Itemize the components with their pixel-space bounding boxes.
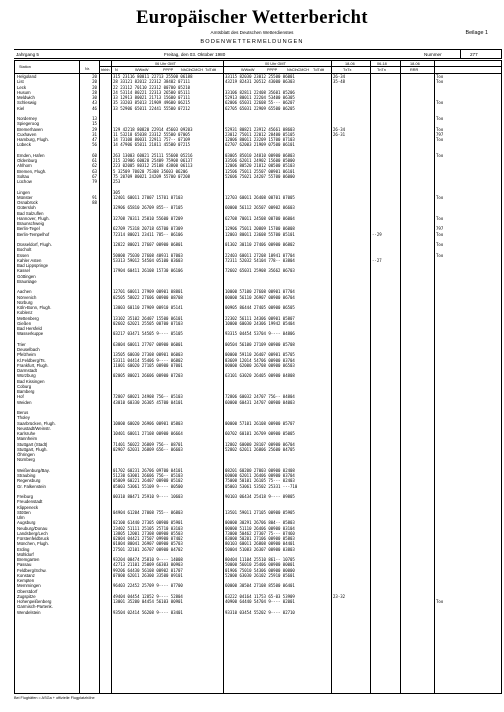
cell-d1: 93504 02414 56208 9---- 03401 [113, 609, 183, 615]
cell-st: Leck [17, 84, 27, 90]
cell-st: Nörvenich [17, 294, 37, 300]
cell-st: Gr. Falkenstein [17, 483, 46, 489]
cell-nr: 20 [92, 74, 97, 79]
sub-n: N [115, 68, 118, 72]
footnote: Bei Flughäfen = ASGa + offizielle Flugplatzhöhe [14, 696, 95, 700]
cell-st: Hamburg, Flugh. [17, 137, 50, 142]
cell-w: 23-32 [333, 593, 346, 599]
cell-st: Lüchow [17, 179, 32, 184]
cell-d1: 93204 08474 25810 9---- 14008 [113, 557, 183, 562]
cell-d2: 33506 62011 24902 15600 05000 [225, 158, 295, 163]
cell-d1: 11001 60020 27105 00900 07001 [113, 362, 183, 368]
col-c1: 18-06 [345, 61, 355, 66]
cell-d1: 72807 68021 24908 756-- 05103 [113, 394, 183, 400]
cell-d2: 52931 80821 23912 45661 08603 [225, 126, 295, 132]
cell-d2: 33115 82030 23012 25500 06001 [225, 74, 295, 79]
cell-st: Gütersloh [17, 205, 36, 211]
weather-table [14, 60, 502, 694]
cell-st: Meldwich [17, 95, 35, 100]
col-c3: 18-06 [410, 61, 420, 66]
cell-d2: 43219 82431 20512 43000 06303 [225, 79, 295, 85]
cell-d1: 32906 65810 26709 855-- 07105 [113, 205, 183, 211]
cell-d2: 00000 56110 26907 00900 06704 [225, 294, 295, 300]
cell-d2: 60000 30504 27108 85500 06401 [225, 583, 295, 589]
cell-st: Bad Hersfeld [17, 326, 42, 331]
cell-d1: 75 20709 80021 24209 55700 07208 [113, 173, 191, 179]
cell-d1: 10000 60020 26906 00901 05803 [113, 420, 183, 426]
cell-st: Hof [17, 394, 24, 400]
cell-d2: 72806 60032 24707 756-- 04804 [225, 394, 295, 400]
cell-d2: 93315 04454 53704 9---- 04806 [225, 331, 295, 337]
cell-d2: 12506 75011 25507 00901 06101 [225, 168, 295, 174]
cell-st: Straubing [17, 473, 36, 478]
cell-st: Würzburg [17, 373, 36, 379]
subtitle: Amtsblatt des Deutschen Wetterdienstes [210, 30, 294, 35]
cell-d1: 49404 04454 12852 9---- 52804 [113, 593, 183, 599]
cell-d1: 02004 04421 27507 09900 07402 [113, 536, 183, 541]
cell-st: Spiegeroog [17, 121, 39, 127]
cell-ex: --27 [372, 257, 382, 263]
cell-st: Freiburg [17, 494, 34, 499]
sub-pp2: PPPP [267, 68, 278, 72]
cell-d1: 14 47906 65011 21811 45500 07215 [113, 142, 191, 148]
cell-st: Augsburg [17, 520, 36, 526]
cell-d1: 5 32509 70020 75308 35603 06206 [113, 168, 188, 174]
cell-d1: 05003 53061 55109 9---- 00500 [113, 483, 183, 489]
cell-st: Wasserkuppe [17, 331, 44, 337]
cell-d1: 51230 63001 26606 756-- 05103 [113, 473, 183, 478]
info-bar [14, 49, 502, 59]
cell-d1: 99206 64430 56108 00902 01707 [113, 567, 183, 573]
cell-st: Nürburg [17, 299, 33, 305]
cell-d1: 28 33121 82012 22312 38402 07111 [113, 79, 191, 85]
cell-d2: 13501 59011 27105 00900 05905 [225, 509, 295, 515]
cell-d2: 00000 57101 26108 00900 05707 [225, 420, 295, 426]
cell-d2: 01906 75010 54306 00900 00000 [225, 567, 295, 573]
cell-rb: Too [436, 215, 444, 221]
cell-nr: 60 [92, 152, 97, 158]
cell-d1: 17904 60411 26108 15730 06106 [113, 268, 183, 274]
cell-w: 26-34 [333, 126, 346, 132]
cell-d1: 315 23116 80011 22713 25500 06188 [113, 74, 193, 79]
cell-nr: 46 [92, 105, 97, 111]
cell-w: 35-48 [333, 79, 346, 85]
cell-nr: 28 [92, 89, 97, 95]
cell-st: Ahlhorn [17, 163, 32, 169]
cell-d2: 12006 80011 23209 15700 07103 [225, 137, 295, 142]
cell-d1: 263 13003 60021 25111 55600 05216 [113, 152, 193, 158]
cell-d1: 12701 60011 27909 00901 08801 [113, 289, 183, 295]
cell-d1: 12822 80021 27607 00900 06801 [113, 242, 183, 247]
cell-st: Göttingen [17, 273, 36, 279]
cell-d2: 12006 80520 21812 00500 05103 [225, 163, 295, 169]
cell-nr: 88 [92, 200, 97, 205]
cell-st: Osnabrück [17, 200, 38, 205]
cell-d1: 223 02005 80312 25108 43800 06113 [113, 163, 193, 169]
cell-st: Hannover, Flugh. [17, 215, 50, 221]
cell-d2: 23012 75011 22012 28400 05105 [225, 131, 295, 137]
cell-st: Nürnberg [17, 457, 35, 463]
cell-d1: 04904 61204 27008 755-- 06803 [113, 509, 183, 515]
cell-d2: 05003 53061 53502 25331 ---710 [225, 483, 298, 489]
cell-st: Konstanz [17, 572, 35, 578]
cell-nr: 20 [92, 79, 97, 85]
cell-st: Oberstdorf [17, 588, 38, 594]
cell-st: Koblenz [17, 310, 33, 316]
cell-st: Norderney [17, 116, 38, 121]
cell-d2: 83000 50201 27106 00900 05803 [225, 536, 295, 541]
cell-d2: 60702 60101 26709 00900 05005 [225, 431, 295, 436]
cell-st: Stuttgart, Flugh. [17, 446, 48, 452]
cell-d1: 13805 12001 27308 00900 05503 [113, 530, 183, 536]
cell-st: Aachen [17, 289, 32, 295]
cell-st: Emden, Hafen [17, 152, 45, 158]
cell-st: Hohenpeißenberg [17, 599, 52, 604]
cell-d1: 13001 35200 04454 56103 00901 [113, 599, 183, 604]
cell-st: Darmstadt [17, 368, 37, 373]
cell-d1: 07000 62011 26300 33500 09101 [113, 572, 183, 578]
cell-st: Bad Salzuflen [17, 210, 44, 216]
cell-rb: 797 [436, 131, 444, 137]
cell-st: Stuttgart (Stadt) [17, 441, 48, 447]
col-c2: 06-18 [377, 61, 387, 66]
col-time1: 06 Uhr GMT [155, 61, 176, 66]
cell-st: Lingen [17, 189, 30, 195]
cell-d2: 52606 75021 24207 55700 06000 [225, 173, 295, 179]
cell-d1: 13102 35102 26407 15500 06101 [113, 315, 183, 321]
cell-nr: 91 [92, 194, 97, 200]
cell-st: Landsberg/Lech [17, 530, 48, 536]
cell-rb: Too [436, 100, 444, 106]
cell-st: Freudenstadt [17, 499, 43, 505]
cell-rb: Too [436, 116, 444, 121]
cell-st: Kahler Asten [17, 257, 42, 263]
cell-d1: 50000 75030 27608 40931 07003 [113, 252, 183, 258]
cell-d2: 50000 56010 25406 00900 00001 [225, 562, 295, 568]
cell-nr: 47 [92, 137, 97, 142]
page-title: Europäischer Wetterbericht [136, 8, 368, 28]
cell-d2: 73000 50462 27307 75--- 07460 [225, 530, 295, 536]
cell-d1: 62709 75318 20718 65700 07309 [113, 226, 183, 232]
cell-st: Neuburg/Donau [17, 525, 48, 531]
cell-st: Saarbrücken, Flugh. [17, 420, 56, 426]
cell-nr: 61 [92, 158, 97, 163]
cell-d2: 00504 56100 27109 00900 05708 [225, 341, 295, 347]
cell-st: Braunlage [17, 278, 37, 284]
cell-st: Kiel [17, 105, 25, 111]
cell-st: Garmisch-Partenk. [17, 604, 53, 610]
cell-st: Fürstenfeldbruck [17, 536, 50, 541]
nummer-value: 277 [470, 51, 478, 57]
cell-st: Wendelstein [17, 609, 41, 615]
cell-nr: 67 [92, 173, 97, 179]
cell-st: Bremen, Flugh. [17, 168, 47, 174]
cell-d1: 13505 60030 27308 00901 06003 [113, 352, 183, 358]
cell-w: 26-31 [333, 131, 346, 137]
cell-st: Düsseldorf, Flugh. [17, 242, 52, 247]
cell-d1: 01004 80041 26907 00900 05703 [113, 541, 183, 547]
cell-d2: 52913 80011 22204 53400 06305 [225, 95, 295, 100]
cell-rb: Too [436, 152, 444, 158]
issue-date: Freitag, den 03. Oktober 1980 [164, 51, 226, 57]
cell-nr: 13 [92, 116, 97, 121]
nummer-box [460, 49, 502, 59]
cell-d1: 02505 58022 27606 00900 08708 [113, 294, 183, 300]
cell-d2: 00905 86444 27405 00900 06505 [225, 305, 295, 310]
cell-d1: 71401 56022 26809 756-- 08701 [113, 441, 183, 447]
cell-st: Berus [17, 410, 29, 415]
cell-d2: 12003 80011 23608 55700 05101 [225, 231, 295, 237]
cell-rb: Too [436, 252, 444, 258]
cell-d2: 10000 60030 24306 19942 05404 [225, 320, 295, 326]
cell-st: Weiden [17, 399, 32, 405]
cell-d1: 11 53218 65038 23312 55500 07005 [113, 131, 191, 137]
cell-d2: 00000 62000 26708 00900 06503 [225, 362, 295, 368]
cell-st: Memmingen [17, 583, 41, 589]
cell-d1: 02005 80021 26606 00900 07203 [113, 373, 183, 379]
cell-st: Bremerhaven [17, 126, 43, 132]
cell-d1: 03217 03471 54505 9---- 05105 [113, 331, 183, 337]
cell-st: Husum [17, 89, 31, 95]
cell-d1: 02602 62021 25505 00700 07103 [113, 320, 183, 326]
cell-d1: 253 [113, 179, 121, 184]
cell-d2: 62006 65031 22608 55--- 06207 [225, 100, 295, 106]
cell-nr: 43 [92, 100, 97, 106]
cell-d1: 13003 60110 27909 00910 05141 [113, 305, 183, 310]
cell-d1: 12401 60011 27007 15701 07103 [113, 194, 183, 200]
cell-st: Mühldorf [17, 551, 34, 557]
sub-ww2: WWwW [241, 68, 255, 72]
cell-d1: 05009 60221 26407 00900 05102 [113, 478, 183, 484]
cell-d1: 23402 51111 25105 25710 03103 [113, 525, 183, 531]
cell-st: Schleswig [17, 100, 37, 106]
cell-nr: 30 [92, 95, 97, 100]
sub-cl1: NhClhCMCH [181, 68, 203, 72]
cell-st: Bad Kissingen [17, 378, 45, 384]
section-title: BODENWETTERMELDUNGEN [200, 39, 304, 45]
cell-d2: 22302 56111 24306 00901 05807 [225, 315, 295, 321]
cell-d1: 32708 70311 25010 55600 07209 [113, 215, 183, 221]
cell-nr: 63 [92, 168, 97, 174]
cell-rb: Too [436, 74, 444, 79]
cell-d1: 96403 22452 25709 9---- 07700 [113, 583, 183, 589]
cell-d2: 63101 63020 26405 00900 04808 [225, 373, 295, 379]
cell-rb: Too [436, 194, 444, 200]
cell-d1: 01702 60231 26706 09700 04101 [113, 467, 183, 473]
cell-st: Braunschweig [17, 221, 44, 226]
cell-st: Bremgarten [17, 557, 40, 562]
cell-d1: 33 12913 80021 21713 15600 07111 [113, 95, 191, 100]
cell-st: Klippeneck [17, 504, 39, 510]
cell-st: Kassel [17, 268, 30, 274]
cell-rb: Too [436, 231, 444, 237]
cell-d2: 62705 65031 22909 65500 06205 [225, 105, 295, 111]
cell-st: Mannheim [17, 436, 38, 442]
cell-d1: 63004 60011 27707 00900 06001 [113, 341, 183, 347]
cell-d2: 08201 60200 27003 00900 02408 [225, 467, 295, 473]
cell-d1: 00310 80471 25910 9---- 10603 [113, 494, 183, 499]
cell-st: Trier [17, 341, 26, 347]
cell-d1: 02100 61440 27305 00900 05901 [113, 520, 183, 526]
cell-st: Ulm [17, 515, 25, 520]
cell-st: Bad Lippspringe [17, 263, 49, 268]
cell-nr: 62 [92, 163, 97, 169]
cell-st: Berlin-Tegel [17, 226, 40, 232]
cell-d1: 10401 60011 27108 00900 06664 [113, 431, 183, 436]
col-nr: Nr. [85, 67, 90, 71]
cell-d2: 00000 59110 26407 00901 05705 [225, 352, 295, 358]
cell-d1: 02907 62031 26809 656-- 06603 [113, 446, 183, 452]
cell-st: Öhringen [17, 452, 35, 457]
cell-st: Berlin-Tempelhof [17, 231, 50, 237]
cell-nr: 31 [92, 131, 97, 137]
cell-d2: 63222 04164 11753 65-03 53909 [225, 593, 295, 599]
cell-rb: Too [436, 137, 444, 142]
cell-st: Regensburg [17, 478, 41, 484]
nummer-label: Nummer [424, 51, 442, 57]
cell-st: Tholey [17, 415, 30, 421]
cell-d2: 40900 64440 54704 9---- 02001 [225, 599, 295, 604]
cell-d1: 33 52906 65011 22441 55500 07212 [113, 105, 191, 111]
cell-d2: 50004 51083 26307 00900 03803 [225, 546, 295, 552]
cell-d1: 305 [113, 189, 121, 195]
cell-st: Pfelzheim [17, 352, 36, 358]
cell-d1: 215 32906 60028 25409 75908 06137 [113, 158, 193, 163]
cell-d1: 43010 60330 26305 45700 04101 [113, 399, 183, 405]
cell-st: Bocholt [17, 247, 32, 253]
cell-st: Lübeck [17, 142, 31, 148]
cell-st: Karlsruhe [17, 431, 36, 436]
sub-tn: TnTn [377, 68, 386, 72]
cell-d1: 24 53114 80221 22313 26500 05111 [113, 89, 191, 95]
cell-d1: 22 23112 70110 22312 00700 05210 [113, 84, 191, 90]
sub-td1: TdTdtt [205, 68, 216, 72]
cell-d1: 42713 21101 25009 66303 00903 [113, 562, 183, 568]
cell-d2: 90103 06434 25418 9---- 09805 [225, 494, 295, 499]
cell-d2: 33106 82811 22408 35601 05206 [225, 89, 295, 95]
cell-d2: 93310 03454 55202 9---- 02710 [225, 609, 295, 615]
cell-d2: 10000 57100 27608 00901 07704 [225, 289, 295, 295]
cell-d2: 72602 65031 25908 35662 06703 [225, 268, 295, 274]
cell-d2: 80404 11104 25510 861-- 10705 [225, 557, 295, 562]
cell-st: Feldberg/Schw. [17, 567, 47, 573]
cell-d2: 52000 63030 26102 25910 05601 [225, 572, 295, 578]
cell-nr: 79 [92, 179, 97, 184]
cell-ex: --29 [372, 231, 382, 237]
sub-td2: TdTdtt [313, 68, 324, 72]
cell-st: Münster [17, 194, 33, 200]
cell-d2: 03005 85010 24810 00900 06803 [225, 152, 295, 158]
cell-d1: 14 73108 80031 22911 757-- 07109 [113, 137, 191, 142]
cell-st: Weißenburg/Bay. [17, 467, 50, 473]
cell-st: Zugspitze [17, 593, 36, 599]
cell-st: Passau [17, 562, 32, 568]
cell-st: Cuxhaven [17, 131, 37, 137]
cell-d1: 27501 32101 26707 00900 04702 [113, 546, 183, 552]
cell-d2: 52802 62011 26806 25600 04705 [225, 446, 295, 452]
sub-rr: RRR [410, 68, 419, 72]
cell-d1: 72314 80021 23411 785-- 06106 [113, 231, 183, 237]
sub-h: hhhh [101, 68, 110, 72]
cell-d2: 22403 60011 27208 10941 07704 [225, 252, 295, 258]
cell-rb: Too [436, 242, 444, 247]
cell-st: Bamberg [17, 389, 35, 394]
sub-cl2: NhClhCMCH [287, 68, 309, 72]
cell-d2: 12802 60000 28107 00900 06704 [225, 441, 295, 447]
col-station: Station [19, 65, 31, 69]
cell-d1: 53313 59012 54504 05100 03603 [113, 257, 183, 263]
cell-d2: 00000 30291 26706 804-- 05803 [225, 520, 295, 526]
sub-pp1: PPPP [163, 68, 174, 72]
cell-d2: 72311 52032 54104 778-- 03804 [225, 257, 295, 263]
cell-nr: 20 [92, 84, 97, 90]
cell-st: Gießen [17, 320, 32, 326]
cell-st: Essen [17, 252, 29, 258]
cell-d2: 75000 50101 26105 75--- 02403 [225, 478, 295, 484]
cell-st: Kl.Feldberg/Ts. [17, 357, 46, 363]
cell-rb: Too [436, 79, 444, 85]
cell-st: Frankfurt, Flugh. [17, 362, 49, 368]
cell-nr: 56 [92, 142, 97, 148]
cell-rb: Too [436, 599, 444, 604]
cell-st: München, Flugh. [17, 541, 50, 547]
cell-st: Neustadt/Weinstr. [17, 425, 51, 431]
cell-d2: 83609 12014 54706 00900 03704 [225, 357, 295, 363]
cell-w: 26-34 [333, 74, 346, 79]
cell-rb: 797 [436, 226, 444, 232]
cell-st: Mettenberg [17, 315, 39, 321]
cell-nr: 15 [92, 121, 97, 127]
cell-st: List [17, 79, 24, 85]
cell-st: Oldenburg [17, 158, 38, 163]
cell-d2: 12906 75011 20809 15700 06008 [225, 226, 295, 232]
cell-d1: 35 33203 85013 21909 49600 06215 [113, 100, 191, 106]
cell-d2: 60000 60431 24707 00900 04003 [225, 399, 295, 405]
cell-d1: 53311 04414 55406 9---- 06802 [113, 357, 183, 363]
cell-d2: 80103 60011 26808 00900 04401 [225, 541, 295, 547]
col-time2: 00 Uhr GMT [265, 61, 286, 66]
cell-d2: 00000 51110 26406 00900 03104 [225, 525, 295, 531]
cell-rb: Too [436, 126, 444, 132]
cell-st: Deuselbach [17, 347, 40, 352]
cell-d2: 60000 56112 26507 00902 06603 [225, 205, 295, 211]
sub-ww1: WWwW [135, 68, 149, 72]
cell-d2: 62707 62003 21909 07500 06101 [225, 142, 295, 148]
cell-st: Soltau [17, 173, 30, 179]
cell-d2: 12703 60011 26408 00701 07005 [225, 194, 295, 200]
cell-st: Köln-Bonn, Flugh. [17, 305, 52, 310]
jahrgang: Jahrgang 5 [16, 51, 39, 57]
cell-st: Stötten [17, 509, 31, 515]
cell-st: Helgoland [17, 74, 37, 79]
beilage-label: Beilage 1 [465, 30, 488, 36]
cell-d2: 60000 62011 26406 00900 03704 [225, 473, 295, 478]
cell-st: Erding [17, 546, 30, 552]
cell-d2: 01302 30110 27406 00900 06802 [225, 242, 295, 247]
cell-d2: 62708 70011 24508 00700 06004 [225, 215, 295, 221]
cell-st: Kempten [17, 578, 35, 583]
cell-d1: 129 42218 80820 22914 45603 09203 [113, 126, 193, 132]
cell-nr: 29 [92, 126, 97, 132]
sub-tx: TxTx [343, 68, 352, 72]
cell-st: Coburg [17, 383, 32, 389]
